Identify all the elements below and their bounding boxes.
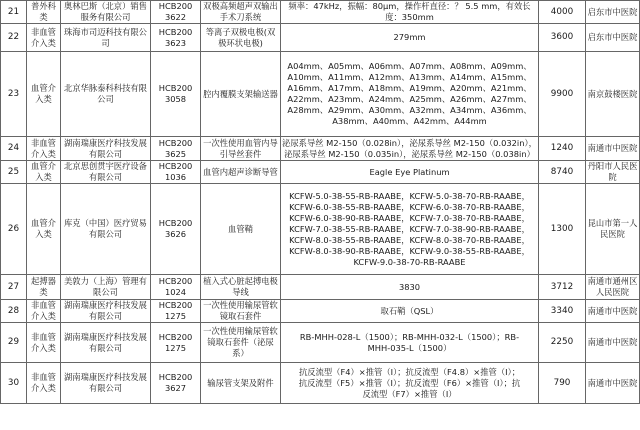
product-name-cell: 腔内覆膜支架输送器 [201, 52, 281, 137]
row-number: 29 [1, 323, 27, 363]
row-number: 23 [1, 52, 27, 137]
table-row [1, 24, 640, 52]
product-name-cell: 一次性使用输尿管软镜取石套件（泌尿系） [201, 323, 281, 363]
company-cell: 库克（中国）医疗贸易有限公司 [61, 184, 151, 275]
category-cell: 普外科类 [27, 1, 61, 24]
spec-cell: 279mm [281, 24, 539, 52]
spec-cell: 泌尿系导丝 M2-150（0.028in），泌尿系导丝 M2-150（0.032in）， 泌尿系导丝 M2-150（0.035in），泌尿系导丝 M2-150（0.038in） [282, 137, 537, 159]
code-cell: HCB200 3058 [151, 52, 201, 137]
company-cell: 奥林巴斯（北京）销售服务有限公司 [61, 1, 151, 24]
company-cell: 珠海市司迈科技有限公司 [61, 24, 151, 52]
category-cell: 非血管介入类 [27, 300, 61, 323]
row-number: 30 [1, 363, 27, 404]
category-cell: 血管介入类 [27, 52, 61, 137]
hospital-cell: 南通市中医院 [586, 363, 640, 404]
price-cell: 1300 [539, 184, 586, 275]
company-cell: 北京华脉泰科科技有限公司 [61, 52, 151, 137]
code-cell: HCB200 3623 [151, 24, 201, 52]
company-cell: 湖南瑞康医疗科技发展有限公司 [61, 363, 151, 404]
spec-cell: 取石鞘（QSL） [281, 300, 539, 323]
product-name-cell: 血管鞘 [201, 184, 281, 275]
code-cell: HCB200 1024 [151, 275, 201, 300]
price-cell: 4000 [539, 1, 586, 24]
price-cell: 1240 [539, 137, 586, 161]
table-row [1, 363, 640, 404]
hospital-cell: 南通市中医院 [586, 300, 640, 323]
row-number: 21 [1, 1, 27, 24]
hospital-cell: 南通市中医院 [586, 137, 640, 161]
table-row [1, 275, 640, 300]
price-cell: 790 [539, 363, 586, 404]
hospital-cell: 丹阳市人民医院 [586, 161, 640, 184]
spec-cell: A04mm、A05mm、A06mm、A07mm、A08mm、A09mm、 A10mm、A11mm、A12mm、A13mm、A14mm、A15mm、 A16mm、A17mm、A18mm、A19mm、A20mm、A21mm、 A22mm、A23mm、A24mm、A25mm、A26mm、A27mm、 A28mm、A29mm、A30mm、A32mm、A34mm、A36mm、 A38mm、A40mm、A42mm、A44mm [281, 52, 539, 137]
code-cell: HCB200 1275 [151, 323, 201, 363]
category-cell: 血管介入类 [27, 161, 61, 184]
company-cell: 湖南瑞康医疗科技发展有限公司 [61, 137, 151, 161]
product-name-cell: 输尿管支架及附件 [201, 363, 281, 404]
row-number: 27 [1, 275, 27, 300]
category-cell: 非血管介入类 [27, 363, 61, 404]
category-cell: 非血管介入类 [27, 323, 61, 363]
table-row [1, 323, 640, 363]
price-cell: 9900 [539, 52, 586, 137]
price-cell: 2250 [539, 323, 586, 363]
spec-cell: KCFW-5.0-38-55-RB-RAABE，KCFW-5.0-38-70-RB-RAABE， KCFW-6.0-38-55-RB-RAABE，KCFW-6.0-38-70-RB-RAABE， KCFW-6.0-38-90-RB-RAABE，KCFW-7.0-38-70-RB-RAABE， KCFW-7.0-38-55-RB-RAABE，KCFW-7.0-38-90-RB-RAABE， KCFW-8.0-38-55-RB-RAABE，KCFW-8.0-38-70-RB-RAABE， KCFW-8.0-38-90-RB-RAABE，KCFW-9.0-38-55-RB-RAABE， KCFW-9.0-38-70-RB-RAABE [281, 184, 539, 275]
row-number: 22 [1, 24, 27, 52]
product-name-cell: 一次性使用输尿管软镜取石套件 [201, 300, 281, 323]
category-cell: 血管介入类 [27, 184, 61, 275]
table-row [1, 52, 640, 137]
product-name-cell: 植入式心脏起搏电极导线 [201, 275, 281, 300]
code-cell: HCB200 3626 [151, 184, 201, 275]
spec-cell: Eagle Eye Platinum [281, 161, 539, 184]
row-number: 24 [1, 137, 27, 161]
price-cell: 3340 [539, 300, 586, 323]
table-row [1, 161, 640, 184]
hospital-cell: 南京鼓楼医院 [586, 52, 640, 137]
hospital-cell: 南通市中医院 [586, 323, 640, 363]
category-cell: 起搏器类 [27, 275, 61, 300]
row-number: 28 [1, 300, 27, 323]
company-cell: 湖南瑞康医疗科技发展有限公司 [61, 323, 151, 363]
hospital-cell: 启东市中医院 [586, 1, 640, 24]
spec-cell: 3830 [281, 275, 539, 300]
code-cell: HCB200 3627 [151, 363, 201, 404]
spec-cell: 抗反流型（F4）×推管（I）；抗反流型（F4.8）×推管（I）； 抗反流型（F5）×推管（I）；抗反流型（F6）×推管（I）；抗 反流型（F7）×推管（I） [281, 363, 539, 404]
product-name-cell: 双极高频超声双输出手术刀系统 [201, 1, 281, 24]
table-row [1, 137, 640, 161]
price-cell: 3600 [539, 24, 586, 52]
product-name-cell: 等离子双极电极(双极环状电极) [201, 24, 281, 52]
table-row [1, 300, 640, 323]
table-row [1, 184, 640, 275]
row-number: 26 [1, 184, 27, 275]
category-cell: 非血管介入类 [27, 137, 61, 161]
product-name-cell: 一次性使用血管内导引导丝套件 [201, 137, 281, 161]
code-cell: HCB200 1036 [151, 161, 201, 184]
spec-cell: RB-MHH-028-L（1500）；RB-MHH-032-L（1500）；RB- MHH-035-L（1500） [281, 323, 539, 363]
code-cell: HCB200 3625 [151, 137, 201, 161]
company-cell: 美敦力（上海）管理有限公司 [61, 275, 151, 300]
table-row [1, 1, 640, 24]
company-cell: 湖南瑞康医疗科技发展有限公司 [61, 300, 151, 323]
hospital-cell: 南通市通州区人民医院 [586, 275, 640, 300]
code-cell: HCB200 1275 [151, 300, 201, 323]
hospital-cell: 启东市中医院 [586, 24, 640, 52]
hospital-cell: 昆山市第一人民医院 [586, 184, 640, 275]
row-number: 25 [1, 161, 27, 184]
category-cell: 非血管介入类 [27, 24, 61, 52]
company-cell: 北京思创贯宇医疗设备有限公司 [61, 161, 151, 184]
code-cell: HCB200 3622 [151, 1, 201, 24]
spec-cell: 频率：47kHz，振幅：80μm，操作杆直径：？ 5.5 mm，有效长度：350mm [281, 1, 539, 24]
price-cell: 3712 [539, 275, 586, 300]
product-name-cell: 血管内超声诊断导管 [201, 161, 281, 184]
price-cell: 8740 [539, 161, 586, 184]
